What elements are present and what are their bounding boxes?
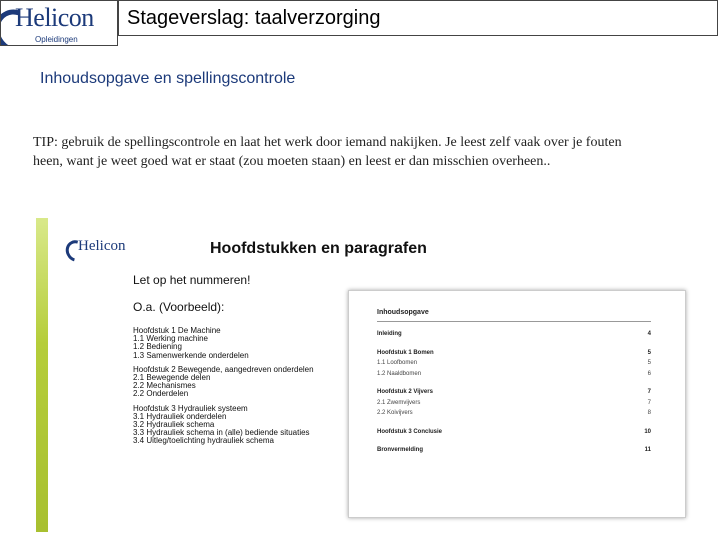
toc-row [377, 360, 651, 371]
chapter-list [133, 327, 343, 452]
section-heading: Inhoudsopgave en spellingscontrole [40, 70, 296, 87]
logo-subtext: Opleidingen [35, 35, 78, 44]
toc-row [377, 429, 651, 440]
title-bar [118, 0, 718, 36]
page-title: Stageverslag: taalverzorging [127, 7, 381, 29]
paragraph-item: 3.3 Hydrauliek schema in (alle) bediende situaties [133, 428, 310, 438]
chapter-group [133, 327, 343, 360]
toc-entry-page: 7 [647, 389, 651, 395]
toc-entry-label: Bronvermelding [377, 447, 424, 453]
slide-title: Hoofdstukken en paragrafen [210, 240, 427, 257]
chapter-group [133, 366, 343, 399]
toc-entry-label: Inleiding [377, 331, 402, 337]
toc-document [348, 290, 686, 518]
slide-accent-bar [36, 218, 48, 532]
chapter-heading: Hoofdstuk 1 De Machine [133, 326, 221, 335]
toc-entry-page: 10 [644, 428, 651, 435]
paragraph-item: 1.2 Bediening [133, 342, 182, 352]
embedded-slide-image [36, 218, 720, 540]
toc-row [377, 410, 651, 421]
toc-row [377, 350, 651, 361]
toc-entry-page: 4 [647, 331, 651, 337]
toc-heading: Inhoudsopgave [377, 309, 429, 316]
chapter-heading: Hoofdstuk 3 Hydrauliek systeem [133, 403, 248, 413]
toc-rows [377, 331, 651, 458]
toc-entry-page: 6 [647, 370, 651, 377]
toc-entry-label: Hoofdstuk 2 Vijvers [377, 389, 433, 395]
paragraph-item: 2.2 Mechanismes [133, 381, 196, 391]
toc-row [377, 400, 651, 411]
toc-row [377, 447, 651, 458]
helicon-logo [0, 0, 118, 46]
toc-entry-page: 5 [647, 360, 651, 366]
toc-entry-label: 2.1 Zwemvijvers [377, 399, 421, 406]
paragraph-item: 2.1 Bewegende delen [133, 373, 211, 383]
paragraph-item: 3.4 Uitleg/toelichting hydrauliek schema [133, 436, 274, 446]
toc-divider [377, 321, 651, 322]
toc-row [377, 331, 651, 342]
paragraph-item: 1.3 Samenwerkende onderdelen [133, 350, 249, 360]
toc-entry-label: 1.2 Naaldbomen [377, 370, 422, 377]
chapter-group [133, 405, 343, 446]
slide-logo-wordmark: Helicon [78, 238, 126, 254]
toc-entry-label: 1.1 Loofbomen [377, 360, 418, 366]
toc-entry-page: 8 [647, 410, 651, 416]
toc-entry-page: 5 [647, 349, 651, 356]
chapter-heading: Hoofdstuk 2 Bewegende, aangedreven onderdelen [133, 364, 314, 374]
slide-hint: Let op het nummeren! [133, 273, 251, 287]
toc-entry-page: 11 [644, 447, 651, 453]
toc-entry-label: Hoofdstuk 3 Conclusie [377, 428, 443, 435]
paragraph-item: 1.1 Werking machine [133, 334, 208, 344]
toc-row [377, 389, 651, 400]
toc-row [377, 371, 651, 382]
tip-paragraph: TIP: gebruik de spellingscontrole en laat het werk door iemand nakijken. Je leest zelf vaak over je fouten heen, want je weet goed wat er staat (zou moeten staan) en leest er dan misschien overheen.. [33, 135, 622, 169]
paragraph-item: 2.2 Onderdelen [133, 389, 189, 399]
logo-wordmark: Helicon [15, 3, 94, 32]
toc-entry-page: 7 [647, 399, 651, 406]
toc-entry-label: Hoofdstuk 1 Bomen [377, 349, 434, 356]
paragraph-item: 3.2 Hydrauliek schema [133, 420, 215, 430]
paragraph-item: 3.1 Hydrauliek onderdelen [133, 411, 227, 421]
slide-logo [66, 236, 150, 262]
toc-entry-label: 2.2 Koivijvers [377, 410, 413, 416]
slide-example-label: O.a. (Voorbeeld): [133, 300, 225, 314]
